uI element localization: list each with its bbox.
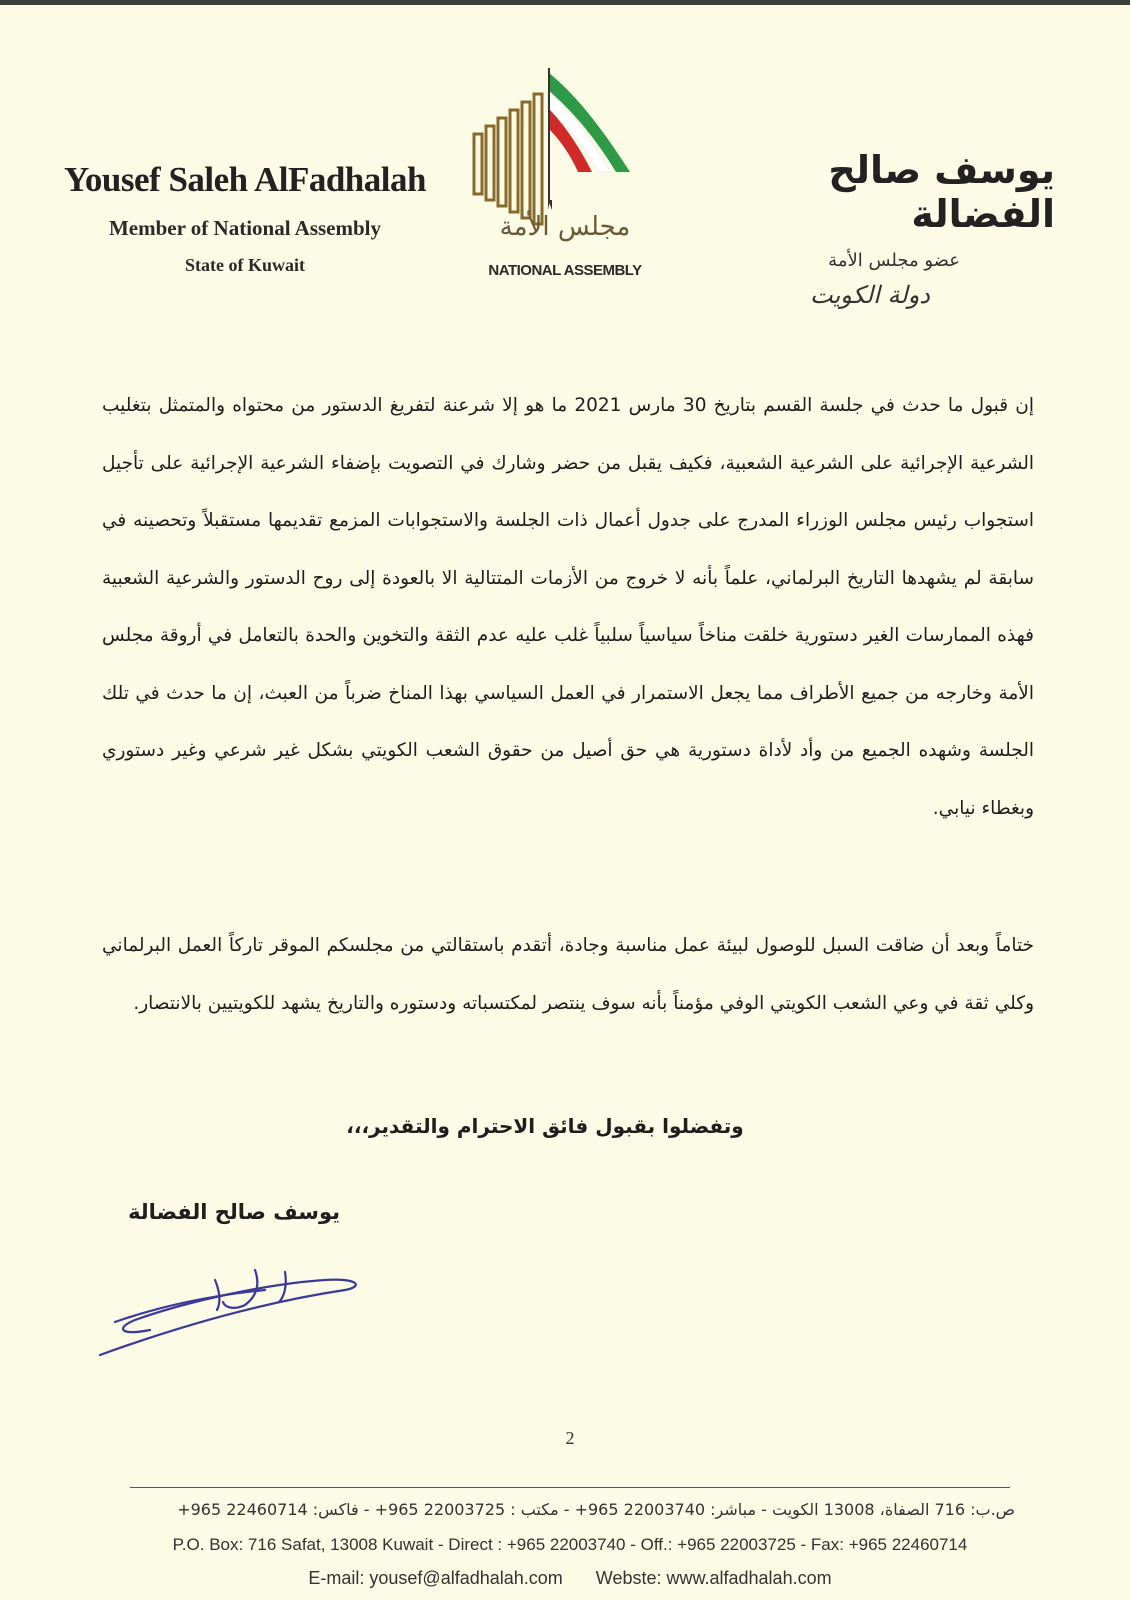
logo-arabic-text: مجلس الأمة [499, 212, 631, 242]
english-role: Member of National Assembly [108, 216, 381, 240]
footer-web-contact [120, 1568, 1020, 1589]
signatory-name: يوسف صالح الفضالة [128, 1200, 340, 1224]
body-paragraph-2: ختاماً وبعد أن ضاقت السبل للوصول لبيئة عمل مناسبة وجادة، أتقدم باستقالتي من مجلسكم الموقر تاركاً العمل البرلماني وكلي ثقة في وعي الشعب الكويتي الوفي مؤمناً بأنه سوف ينتصر لمكتسباته ودستوره والتاريخ يشهد للكويتيين بالانتصار. [102, 935, 1034, 1014]
english-state: State of Kuwait [185, 255, 305, 275]
arabic-letterhead [700, 148, 1055, 309]
footer-divider [130, 1487, 1010, 1488]
footer-english-contact: P.O. Box: 716 Safat, 13008 Kuwait - Direct : +965 22003740 - Off.: +965 22003725 - Fax: +965 22460714 [172, 1535, 968, 1554]
logo-english-text: NATIONAL ASSEMBLY [488, 262, 642, 279]
closing-salutation: وتفضلوا بقبول فائق الاحترام والتقدير،،، [346, 1114, 744, 1138]
arabic-name: يوسف صالح الفضالة [828, 148, 1055, 236]
footer-arabic-contact: ص.ب: 716 الصفاة، 13008 الكويت - مباشر: 22003740 965+ - مكتب : 22003725 965+ - فاكس: 22460714 965+ [177, 1500, 1015, 1519]
english-name: Yousef Saleh AlFadhalah [64, 160, 426, 199]
footer-website[interactable]: Webste: www.alfadhalah.com [595, 1568, 832, 1588]
top-edge-bar [0, 0, 1130, 5]
page-number: 2 [565, 1428, 575, 1448]
arabic-state: دولة الكويت [810, 281, 930, 309]
handwritten-signature [95, 1250, 365, 1360]
english-letterhead [60, 160, 430, 276]
national-assembly-logo [470, 60, 660, 290]
arabic-role: عضو مجلس الأمة [828, 250, 960, 271]
footer-email[interactable]: E-mail: yousef@alfadhalah.com [308, 1568, 563, 1588]
body-paragraph-1: إن قبول ما حدث في جلسة القسم بتاريخ 30 مارس 2021 ما هو إلا شرعنة لتفريغ الدستور من محتواه والمتمثل بتغليب الشرعية الإجرائية على الشرعية الشعبية، فكيف يقبل من حضر وشارك في التصويت بإضفاء الشرعية الإجرائية على تأجيل استجواب رئيس مجلس الوزراء المدرج على جدول أعمال ذات الجلسة والاستجوابات المزمع تقديمها مستقبلاً وتحصينه في سابقة لم يشهدها التاريخ البرلماني، علماً بأنه لا خروج من الأزمات المتتالية الا بالعودة إلى روح الدستور والشرعية الشعبية فهذه الممارسات الغير دستورية خلقت مناخاً سياسياً سلبياً غلب عليه عدم الثقة والتخوين والحدة بالتعامل في أروقة مجلس الأمة وخارجه من جميع الأطراف مما يجعل الاستمرار في العمل السياسي بهذا المناخ ضرباً من العبث، إن ما حدث في تلك الجلسة وشهده الجميع من وأد لأداة دستورية هي حق أصيل من حقوق الشعب الكويتي بشكل غير شرعي وغير دستوري وبغطاء نيابي. [102, 395, 1034, 819]
